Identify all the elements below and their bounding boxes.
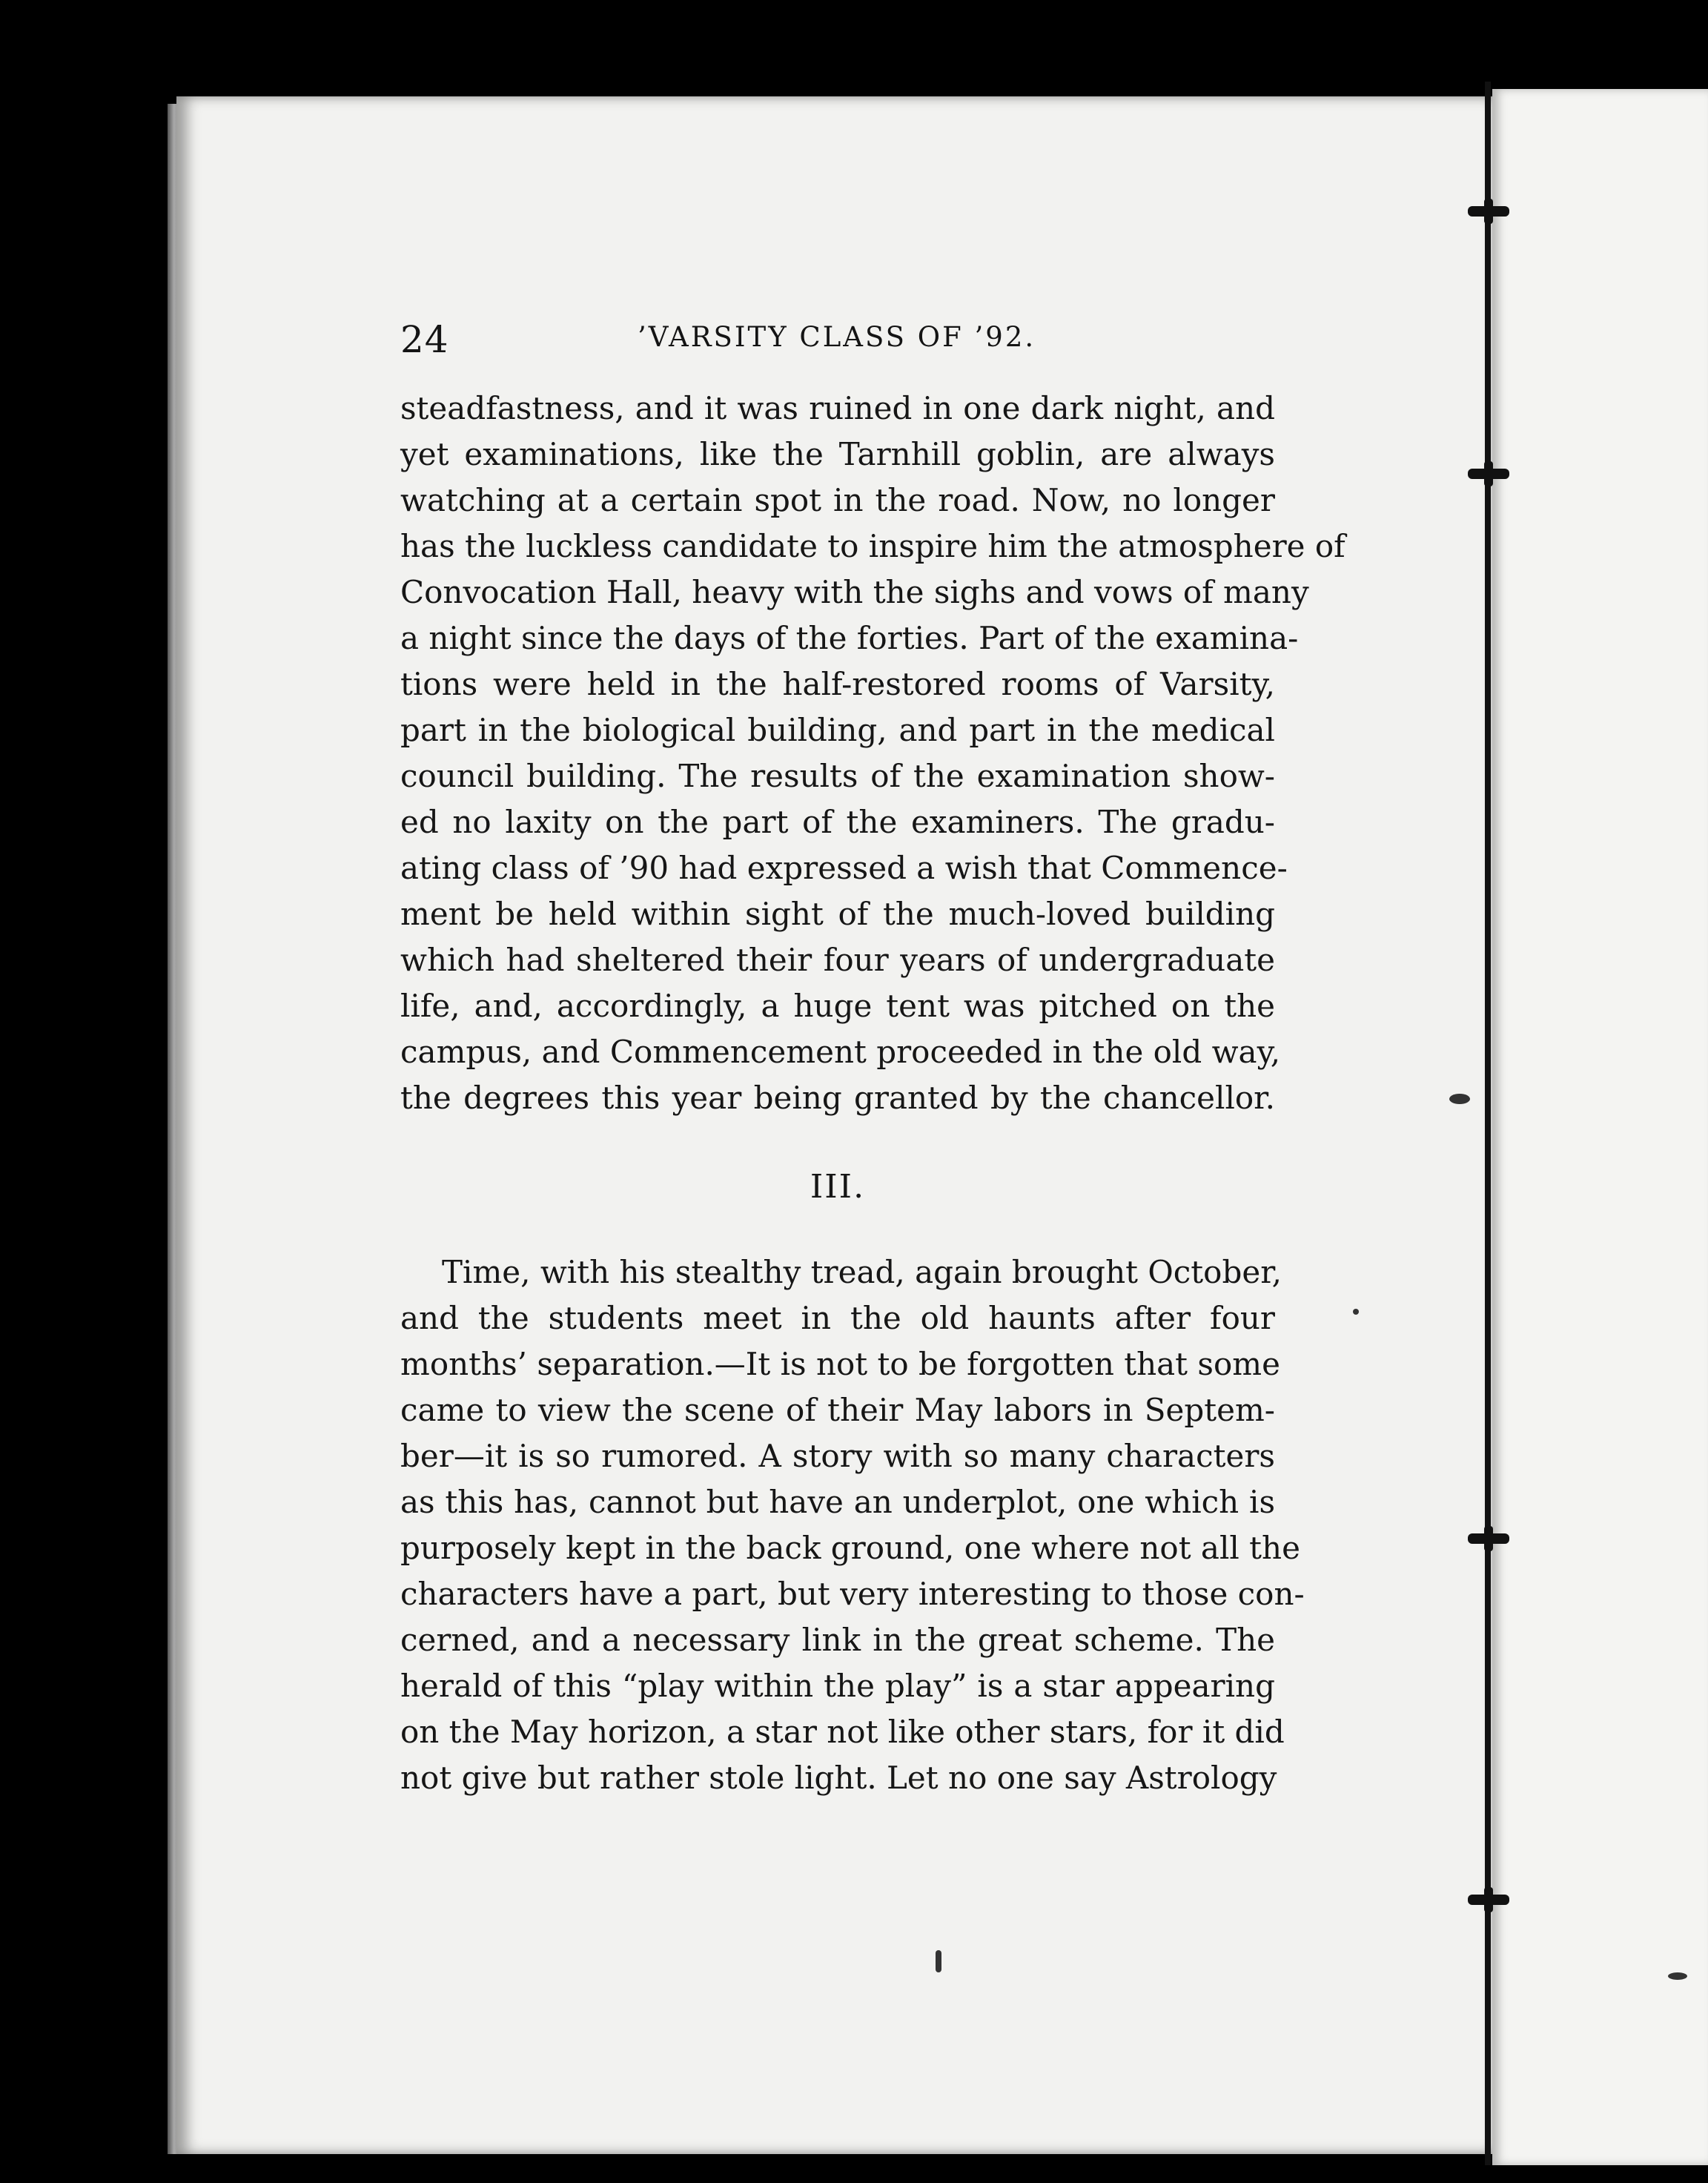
- right-page-fragment: [1492, 89, 1708, 2165]
- text-line: ating class of ’90 had expressed a wish that Commence-: [400, 850, 1288, 886]
- paper-blemish: [1449, 1094, 1470, 1104]
- text-line: cerned, and a necessary link in the great scheme. The: [400, 1622, 1275, 1658]
- text-line: council building. The results of the examination show-: [400, 758, 1275, 794]
- running-head: ’VARSITY CLASS OF ’92.: [638, 321, 1036, 353]
- text-line: Convocation Hall, heavy with the sighs and vows of many: [400, 574, 1309, 610]
- text-line: campus, and Commencement proceeded in the old way,: [400, 1034, 1281, 1070]
- binding-stitch: [1468, 206, 1509, 217]
- text-line: ed no laxity on the part of the examiners. The gradu-: [400, 804, 1275, 840]
- binding-stitch: [1468, 1533, 1509, 1544]
- text-line: which had sheltered their four years of undergraduate: [400, 942, 1275, 978]
- text-line: has the luckless candidate to inspire him the atmosphere of: [400, 528, 1345, 564]
- text-line: months’ separation.—It is not to be forgotten that some: [400, 1346, 1280, 1382]
- text-line: characters have a part, but very interesting to those con-: [400, 1576, 1305, 1612]
- paper-blemish: [1668, 1972, 1687, 1980]
- text-line: yet examinations, like the Tarnhill goblin, are always: [400, 436, 1275, 472]
- text-line: steadfastness, and it was ruined in one dark night, and: [400, 390, 1275, 426]
- binding-stitch: [1468, 1895, 1509, 1905]
- text-line: life, and, accordingly, a huge tent was pitched on the: [400, 988, 1275, 1024]
- binding-gutter: [1485, 82, 1491, 2165]
- text-line: watching at a certain spot in the road. Now, no longer: [400, 482, 1275, 518]
- text-line: not give but rather stole light. Let no one say Astrology: [400, 1760, 1277, 1796]
- page-number: 24: [400, 318, 449, 361]
- text-line: tions were held in the half-restored rooms of Varsity,: [400, 666, 1275, 702]
- paper-blemish: [1353, 1309, 1359, 1315]
- section-heading: III.: [810, 1168, 866, 1206]
- text-line: part in the biological building, and part in the medical: [400, 712, 1275, 748]
- paper-blemish: [936, 1950, 941, 1972]
- text-line: herald of this “play within the play” is a star appearing: [400, 1668, 1275, 1704]
- paragraph-1: [400, 386, 1345, 1121]
- text-line: purposely kept in the back ground, one where not all the: [400, 1530, 1300, 1566]
- text-line: and the students meet in the old haunts after four: [400, 1300, 1275, 1336]
- paragraph-2: [400, 1249, 1305, 1801]
- text-line: on the May horizon, a star not like other stars, for it did: [400, 1714, 1285, 1750]
- text-line: Time, with his stealthy tread, again brought October,: [442, 1254, 1282, 1290]
- binding-stitch: [1468, 469, 1509, 479]
- page-header: [400, 315, 1275, 367]
- text-line: came to view the scene of their May labors in Septem-: [400, 1392, 1275, 1428]
- text-line: the degrees this year being granted by the chancellor.: [400, 1080, 1275, 1116]
- text-line: a night since the days of the forties. Part of the examina-: [400, 620, 1299, 656]
- text-line: as this has, cannot but have an underplot, one which is: [400, 1484, 1275, 1520]
- text-line: ment be held within sight of the much-loved building: [400, 896, 1275, 932]
- text-line: ber—it is so rumored. A story with so many characters: [400, 1438, 1275, 1474]
